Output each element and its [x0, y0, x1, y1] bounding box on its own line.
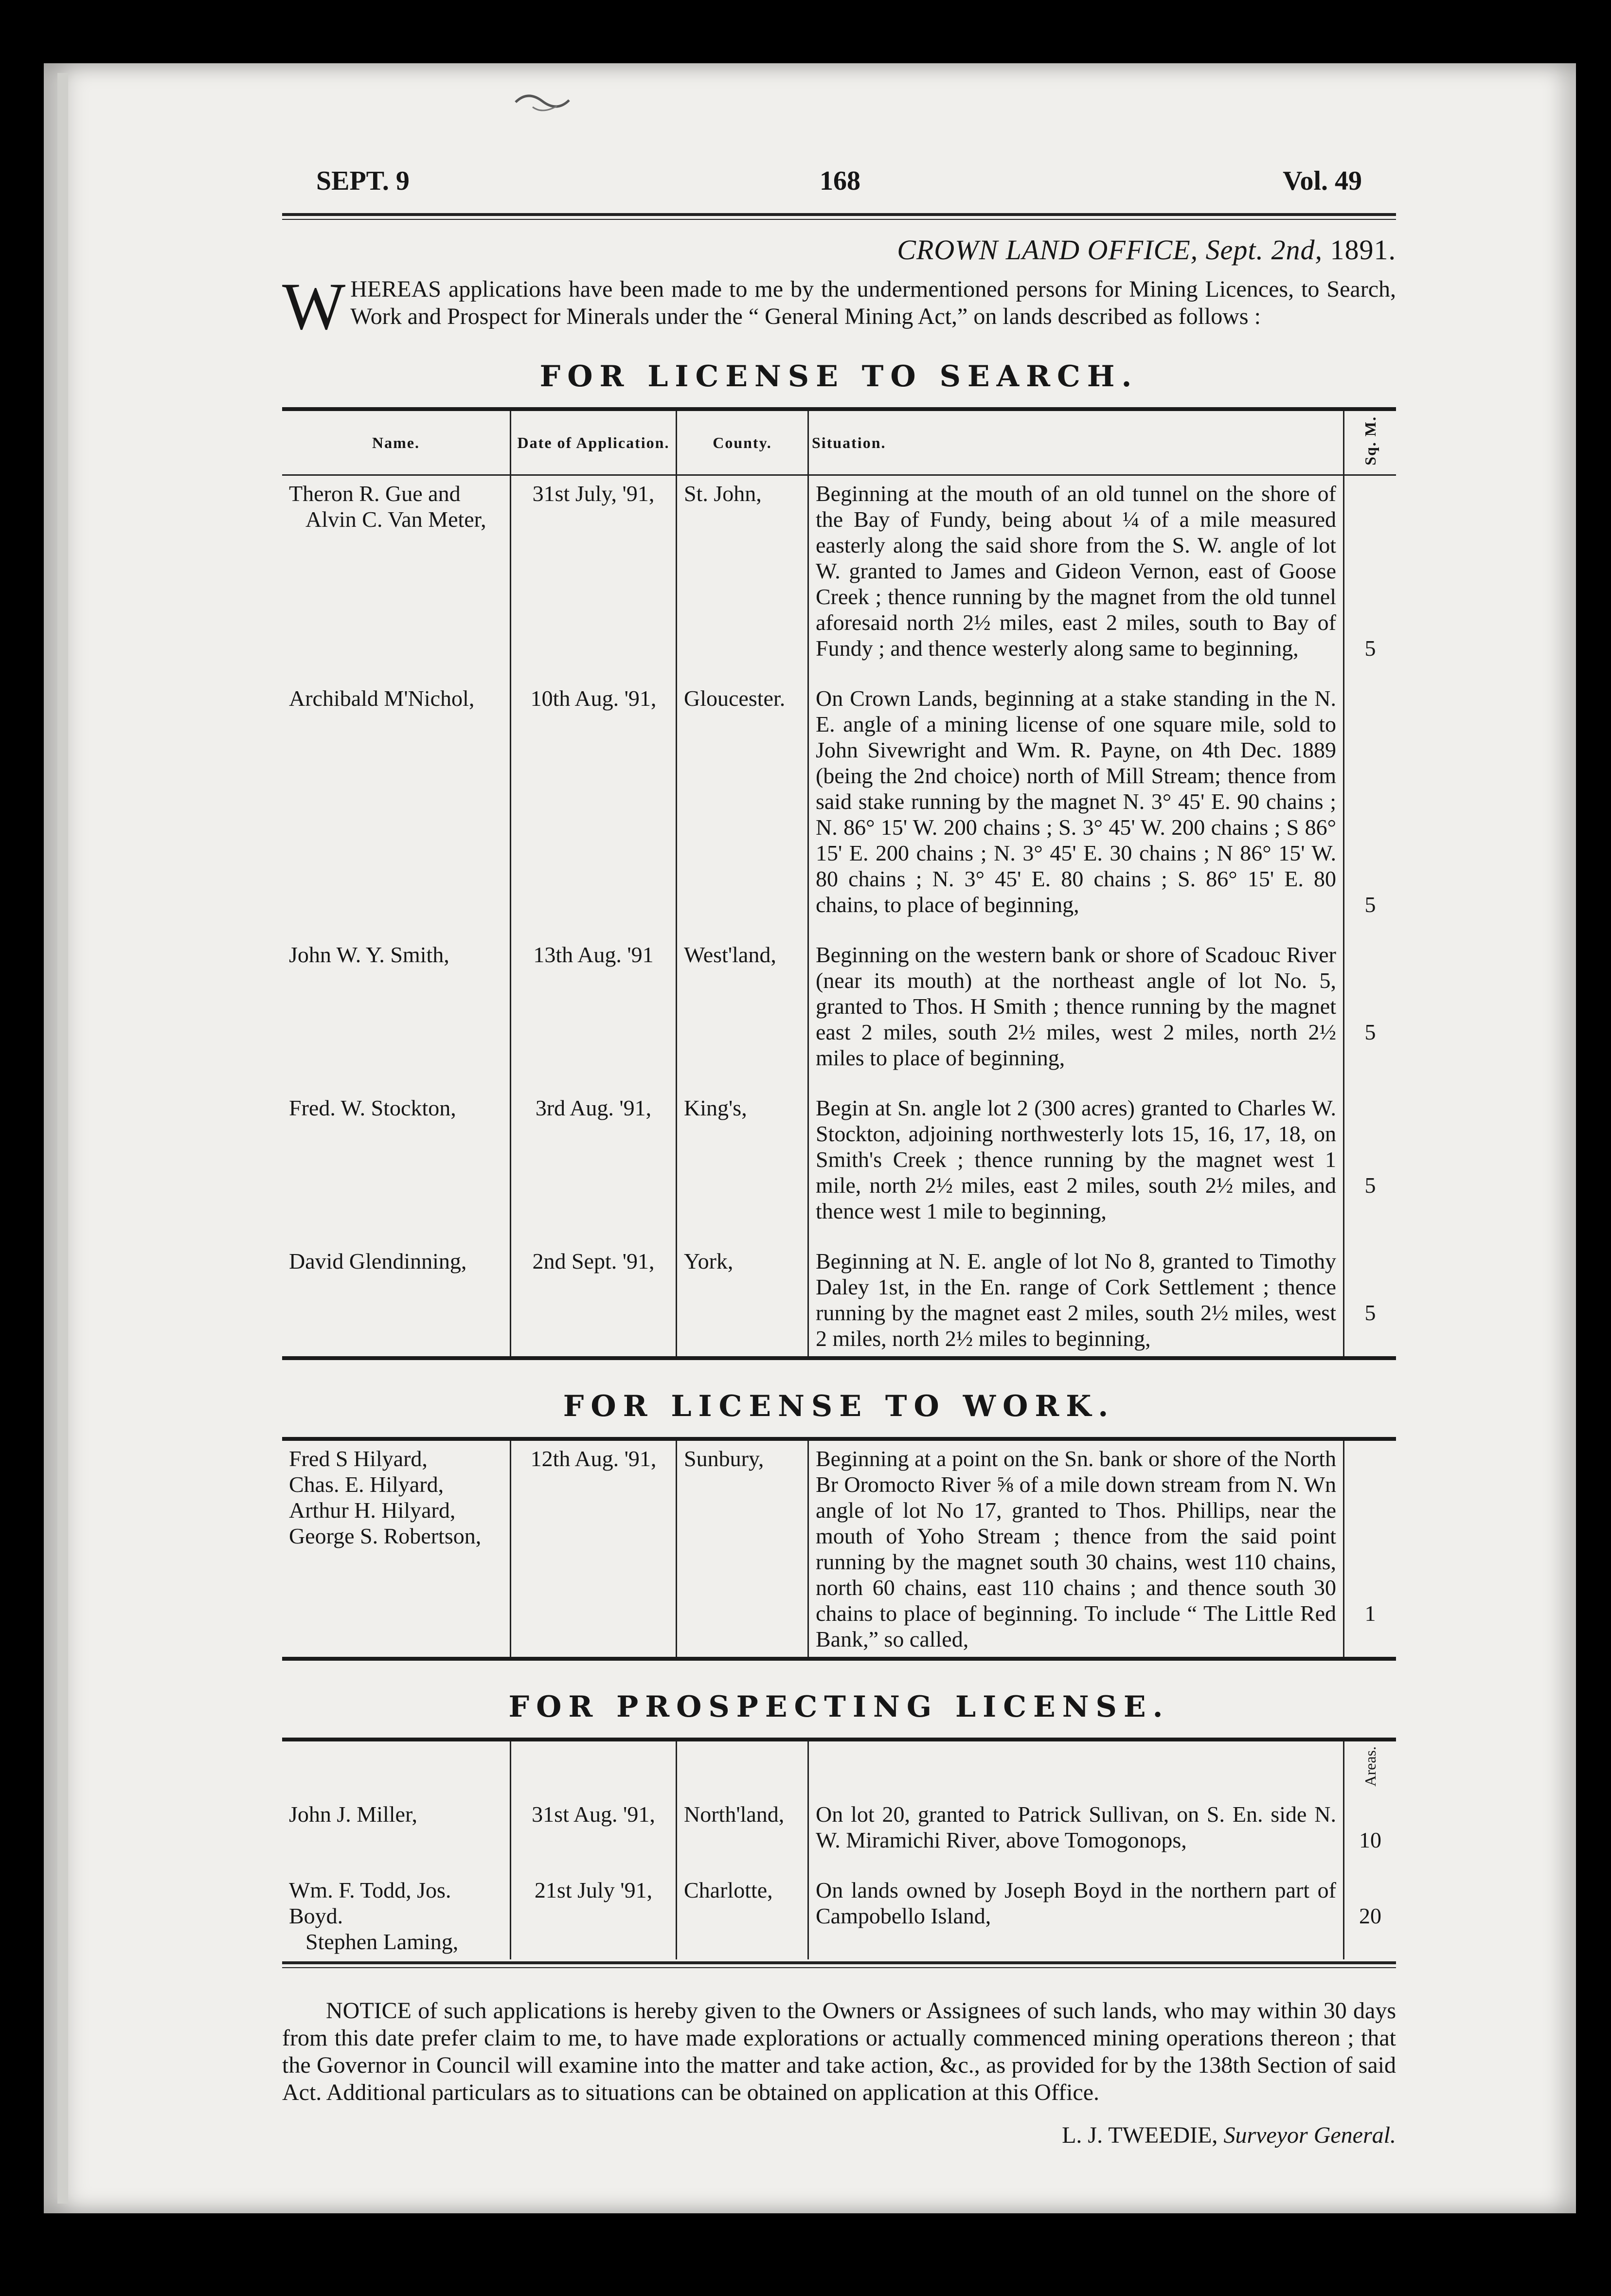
area: 5	[1344, 681, 1396, 937]
county: St. John,	[677, 475, 808, 681]
applicant-name: Archibald M'Nichol,	[289, 685, 475, 711]
table-row	[282, 1439, 1396, 1659]
volume-number: Vol. 49	[1283, 166, 1362, 196]
sq-m-label: Sq. M.	[1361, 416, 1379, 466]
county: Gloucester.	[677, 681, 808, 937]
county: West'land,	[677, 937, 808, 1090]
areas-header: Areas.	[1344, 1740, 1396, 1797]
application-date: 31st July, '91,	[511, 475, 677, 681]
applicant-name: Fred. W. Stockton,	[289, 1095, 456, 1120]
situation: On lot 20, granted to Patrick Sullivan, on S. En. side N. W. Miramichi River, above Tomogonops,	[808, 1796, 1344, 1872]
section-title-work: FOR LICENSE TO WORK.	[563, 1389, 1115, 1423]
table-row	[282, 1090, 1396, 1243]
table-row	[282, 1872, 1396, 1959]
applicant-name: John W. Y. Smith,	[289, 942, 449, 967]
col-header-name: Name.	[282, 409, 511, 475]
county: York,	[677, 1243, 808, 1358]
applicant-name: Theron R. Gue and Alvin C. Van Meter,	[289, 481, 486, 532]
office-text: CROWN LAND OFFICE, Sept. 2nd,	[897, 234, 1323, 266]
situation: Beginning at a point on the Sn. bank or shore of the North Br Oromocto River ⅝ of a mile down stream from N. Wn angle of lot No 17, granted to Thos. Phillips, near the mouth of Yoho Stream ; thence from the said point running by the magnet south 30 chains, west 110 chains, north 60 chains, east 110 chains ; and thence south 30 chains to place of beginning. To include “ The Little Red Bank,” so called,	[808, 1439, 1344, 1659]
situation: Begin at Sn. angle lot 2 (300 acres) granted to Charles W. Stockton, adjoining northwesterly lots 15, 16, 17, 18, on Smith's Creek ; thence running by the magnet west 1 mile, north 2½ miles, east 2 miles, south 2½ miles, and thence west 1 mile to beginning,	[808, 1090, 1344, 1243]
situation: On Crown Lands, beginning at a stake standing in the N. E. angle of a mining license of one square mile, sold to John Sivewright and Wm. R. Payne, on 4th Dec. 1889 (being the 2nd choice) north of Mill Stream; thence from said stake running by the magnet N. 3° 45' E. 90 chains ; N. 86° 15' W. 200 chains ; S. 3° 45' W. 200 chains ; S 86° 15' E. 200 chains ; N. 3° 45' E. 30 chains ; N 86° 15' W. 80 chains ; N. 3° 45' E. 80 chains ; S. 86° 15' E. 80 chains, to place of beginning,	[808, 681, 1344, 937]
col-header-date: Date of Application.	[511, 409, 677, 475]
applicant-name: John J. Miller,	[289, 1802, 417, 1827]
situation: Beginning at the mouth of an old tunnel on the shore of the Bay of Fundy, being about ¼ of a mile measured easterly along the said shore from the S. W. angle of lot W. granted to James and Gideon Vernon, east of Goose Creek ; thence running by the magnet from the old tunnel aforesaid north 2½ miles, east 2 miles, south to Bay of Fundy ; and thence westerly along same to beginning,	[808, 475, 1344, 681]
area: 5	[1344, 1243, 1396, 1358]
area: 20	[1344, 1872, 1396, 1959]
table-bottom-rule	[282, 1961, 1396, 1968]
prospecting-license-table	[282, 1738, 1396, 1960]
signatory-title: Surveyor General.	[1223, 2122, 1396, 2149]
office-year: 1891.	[1330, 234, 1396, 266]
page-edge	[57, 73, 68, 2204]
application-date: 13th Aug. '91	[511, 937, 677, 1090]
unit-header-row	[282, 1740, 1396, 1797]
table-row	[282, 475, 1396, 681]
work-license-table	[282, 1437, 1396, 1661]
area: 10	[1344, 1796, 1396, 1872]
signatory-name: L. J. TWEEDIE,	[1062, 2122, 1218, 2149]
county: Sunbury,	[677, 1439, 808, 1659]
county: North'land,	[677, 1796, 808, 1872]
applicant-name: Wm. F. Todd, Jos. Boyd. Stephen Laming,	[289, 1878, 459, 1955]
table-row	[282, 1243, 1396, 1358]
situation: On lands owned by Joseph Boyd in the northern part of Campobello Island,	[808, 1872, 1344, 1959]
col-header-situation: Situation.	[808, 409, 1344, 475]
area: 5	[1344, 475, 1396, 681]
applicant-name: David Glendinning,	[289, 1248, 467, 1274]
office-dateline	[282, 233, 1396, 266]
section-title-search: FOR LICENSE TO SEARCH.	[539, 359, 1139, 394]
notice-paragraph: NOTICE of such applications is hereby given to the Owners or Assignees of such lands, who may within 30 days from this date prefer claim to me, to have made explorations or actually commenced mining operations thereon ; that the Governor in Council will examine into the matter and take action, &c., as provided for by the 138th Section of said Act. Additional particulars as to situations can be obtained on application at this Office.	[282, 1998, 1396, 2106]
header-rule	[282, 213, 1396, 220]
application-date: 10th Aug. '91,	[511, 681, 677, 937]
county: King's,	[677, 1090, 808, 1243]
ink-smudge-mark	[513, 88, 572, 117]
page-number: 168	[820, 166, 860, 196]
drop-cap: W	[282, 269, 346, 343]
whereas-paragraph	[282, 269, 1396, 343]
application-date: 31st Aug. '91,	[511, 1796, 677, 1872]
application-date: 3rd Aug. '91,	[511, 1090, 677, 1243]
situation: Beginning at N. E. angle of lot No 8, granted to Timothy Daley 1st, in the En. range of Cork Settlement ; thence running by the magnet east 2 miles, south 2½ miles, west 2 miles, north 2½ miles to beginning,	[808, 1243, 1344, 1358]
issue-date: SEPT. 9	[316, 166, 410, 196]
table-row	[282, 1796, 1396, 1872]
page-content	[282, 156, 1396, 2149]
table-row	[282, 681, 1396, 937]
col-header-sq-m	[1344, 409, 1396, 475]
section-title-prospecting: FOR PROSPECTING LICENSE.	[508, 1689, 1170, 1724]
area: 5	[1344, 937, 1396, 1090]
application-date: 21st July '91,	[511, 1872, 677, 1959]
signature-line	[282, 2122, 1396, 2149]
whereas-text: HEREAS applications have been made to me by the undermentioned persons for Mining Licences, to Search, Work and Prospect for Minerals under the “ General Mining Act,” on lands described as follows :	[350, 276, 1396, 329]
application-date: 12th Aug. '91,	[511, 1439, 677, 1659]
col-header-county: County.	[677, 409, 808, 475]
situation: Beginning on the western bank or shore of Scadouc River (near its mouth) at the northeast angle of lot No. 5, granted to Thos. H Smith ; thence running by the magnet east 2 miles, south 2½ miles, west 2 miles, north 2½ miles to place of beginning,	[808, 937, 1344, 1090]
table-row	[282, 937, 1396, 1090]
running-head	[282, 156, 1396, 209]
area: 5	[1344, 1090, 1396, 1243]
table-header-row	[282, 409, 1396, 475]
application-date: 2nd Sept. '91,	[511, 1243, 677, 1358]
area: 1	[1344, 1439, 1396, 1659]
search-license-table	[282, 407, 1396, 1360]
county: Charlotte,	[677, 1872, 808, 1959]
applicant-names: Fred S Hilyard, Chas. E. Hilyard, Arthur H. Hilyard, George S. Robertson,	[289, 1446, 482, 1548]
